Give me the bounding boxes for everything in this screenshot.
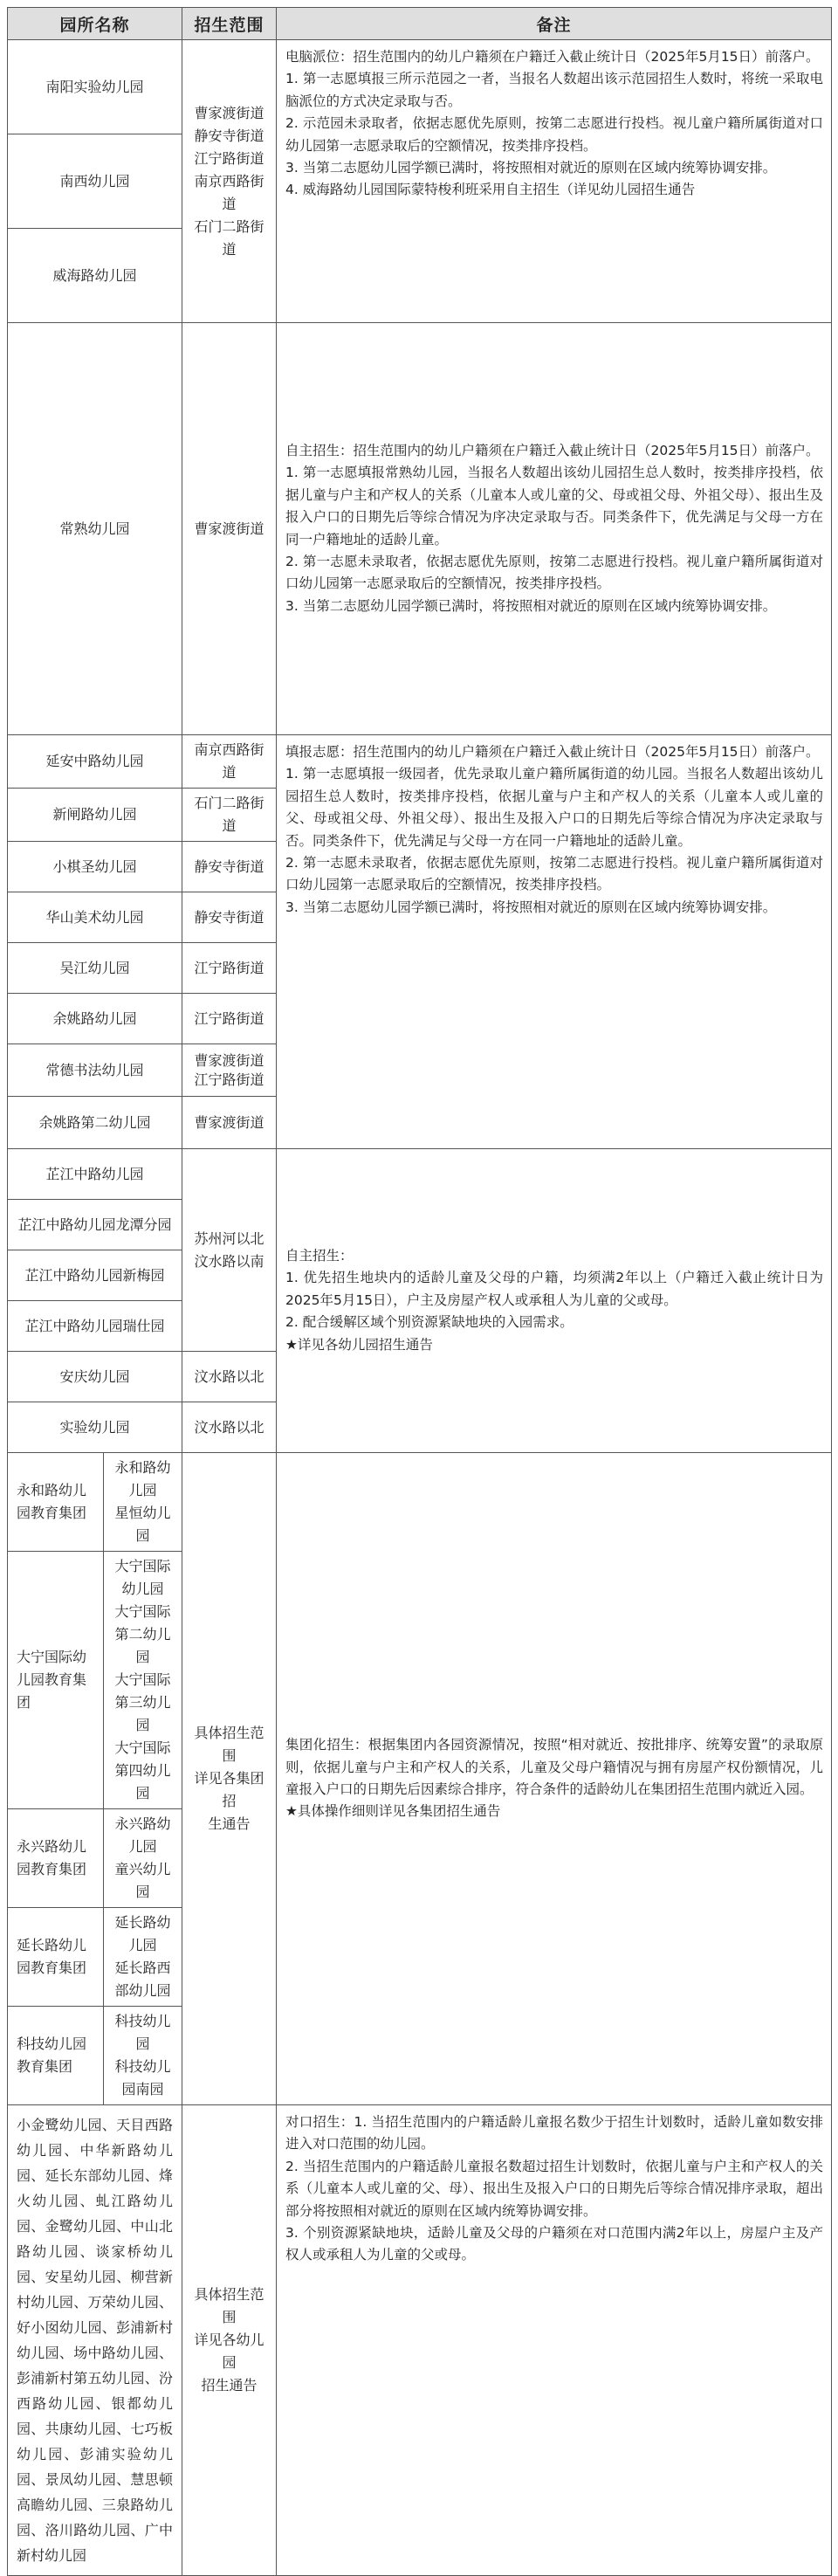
scope-line: 静安寺街道 xyxy=(194,127,264,144)
group-name: 大宁国际幼儿园教育集团 xyxy=(8,1552,104,1809)
scope-line: 汶水路以南 xyxy=(194,1252,264,1270)
kindergarten-name: 实验幼儿园 xyxy=(8,1402,182,1453)
kindergarten-name: 常熟幼儿园 xyxy=(8,323,182,735)
table-row xyxy=(8,1149,832,1200)
enrollment-scope: 静安寺街道 xyxy=(182,892,277,943)
group-member: 大宁国际第二幼儿园 xyxy=(114,1603,171,1665)
kindergarten-name: 南西幼儿园 xyxy=(8,134,182,229)
group-member: 大宁国际幼儿园 xyxy=(114,1558,171,1597)
remark-line: ★详见各幼儿园招生通告 xyxy=(285,1336,433,1353)
group-member: 永和路幼儿园 xyxy=(114,1459,171,1498)
remark-line: 4. 威海路幼儿园国际蒙特梭利班采用自主招生（详见幼儿园招生通告 xyxy=(285,182,696,198)
group-members xyxy=(104,2007,182,2105)
remark-line: 3. 当第二志愿幼儿园学额已满时，将按照相对就近的原则在区域内统筹协调安排。 xyxy=(285,597,777,614)
group-members xyxy=(104,1453,182,1552)
kindergarten-name: 芷江中路幼儿园 xyxy=(8,1149,182,1200)
remarks xyxy=(277,40,832,323)
group-name: 科技幼儿园教育集团 xyxy=(8,2007,104,2105)
kindergarten-name: 安庆幼儿园 xyxy=(8,1352,182,1402)
enrollment-scope: 静安寺街道 xyxy=(182,842,277,892)
scope-line: 详见各幼儿园 xyxy=(194,2331,264,2371)
header-scope: 招生范围 xyxy=(182,8,277,40)
enrollment-scope: 汶水路以北 xyxy=(182,1352,277,1402)
remark-line: 电脑派位：招生范围内的幼儿户籍须在户籍迁入截止统计日（2025年5月15日）前落户。 xyxy=(285,49,820,65)
group-member: 科技幼儿园 xyxy=(114,2013,171,2052)
remark-line: 集团化招生：根据集团内各园资源情况，按照“相对就近、按批排序、统筹安置”的录取原则，依据儿童与户主和产权人的关系，儿童及父母户籍情况与拥有房屋产权份额情况，儿童报入户口的日期先后因素综合排序，符合条件的适龄幼儿在集团招生范围内就近入园。 xyxy=(285,1737,824,1797)
scope-line: 具体招生范围 xyxy=(194,1725,264,1764)
kindergarten-name: 南阳实验幼儿园 xyxy=(8,40,182,134)
group-name: 永兴路幼儿园教育集团 xyxy=(8,1809,104,1908)
enrollment-scope: 汶水路以北 xyxy=(182,1402,277,1453)
group-member: 大宁国际第三幼儿园 xyxy=(114,1671,171,1733)
scope-line: 江宁路街道 xyxy=(194,149,264,167)
kindergarten-name: 余姚路幼儿园 xyxy=(8,994,182,1044)
group-members xyxy=(104,1908,182,2007)
enrollment-scope: 南京西路街道 xyxy=(182,735,277,789)
header-row xyxy=(8,8,832,40)
header-name: 园所名称 xyxy=(8,8,182,40)
remark-line: 3. 当第二志愿幼儿园学额已满时，将按照相对就近的原则在区域内统筹协调安排。 xyxy=(285,160,777,176)
header-notes: 备注 xyxy=(277,8,832,40)
scope-line: 详见各集团招 xyxy=(194,1770,264,1809)
remark-line: 2. 第一志愿未录取者，依据志愿优先原则，按第二志愿进行投档。视儿童户籍所属街道对口幼儿园第一志愿录取后的空额情况，按类排序投档。 xyxy=(285,553,824,592)
group-member: 永兴路幼儿园 xyxy=(114,1815,171,1855)
kindergarten-name: 常德书法幼儿园 xyxy=(8,1044,182,1097)
scope-line: 石门二路街道 xyxy=(194,217,264,258)
remarks xyxy=(277,2105,832,2576)
group-member: 科技幼儿园南园 xyxy=(114,2058,171,2097)
enrollment-scope: 石门二路街道 xyxy=(182,789,277,842)
remarks xyxy=(277,735,832,1149)
enrollment-scope: 江宁路街道 xyxy=(182,943,277,994)
enrollment-scope xyxy=(182,40,277,323)
group-name: 延长路幼儿园教育集团 xyxy=(8,1908,104,2007)
kindergarten-name: 延安中路幼儿园 xyxy=(8,735,182,789)
remark-line: 1. 第一志愿填报三所示范园之一者，当报名人数超出该示范园招生人数时，将统一采取电脑派位的方式决定录取与否。 xyxy=(285,71,824,109)
remark-line: 自主招生：招生范围内的幼儿户籍须在户籍迁入截止统计日（2025年5月15日）前落户。 xyxy=(285,442,820,458)
kindergarten-name: 华山美术幼儿园 xyxy=(8,892,182,943)
enrollment-table xyxy=(7,7,832,2576)
group-member: 大宁国际第四幼儿园 xyxy=(114,1739,171,1801)
scope-line: 苏州河以北 xyxy=(194,1229,264,1247)
remark-line: 3. 个别资源紧缺地块，适龄儿童及父母的户籍须在对口范围内满2年以上，房屋户主及产权人或承租人为儿童的父或母。 xyxy=(285,2225,824,2263)
remark-line: 2. 配合缓解区域个别资源紧缺地块的入园需求。 xyxy=(285,1314,574,1331)
enrollment-scope: 曹家渡街道 xyxy=(182,1097,277,1149)
remark-line: 3. 当第二志愿幼儿园学额已满时，将按照相对就近的原则在区域内统筹协调安排。 xyxy=(285,899,777,915)
group-name: 永和路幼儿园教育集团 xyxy=(8,1453,104,1552)
remark-line: 2. 当招生范围内的户籍适龄儿童报名数超过招生计划数时，依据儿童与户主和产权人的关系（儿童本人或儿童的父、母）、报出生及报入户口的日期先后等综合情况排序录取，超出部分将按照相对就近的原则在区域内统筹协调安排。 xyxy=(285,2158,824,2219)
group-members xyxy=(104,1552,182,1809)
kindergarten-name: 余姚路第二幼儿园 xyxy=(8,1097,182,1149)
enrollment-scope: 江宁路街道 xyxy=(182,994,277,1044)
scope-line: 具体招生范围 xyxy=(194,2286,264,2325)
remark-line: 自主招生： xyxy=(285,1247,354,1264)
enrollment-scope: 曹家渡街道 xyxy=(182,323,277,735)
group-member: 星恒幼儿园 xyxy=(114,1505,171,1544)
scope-line: 招生通告 xyxy=(201,2377,258,2393)
table-row xyxy=(8,2105,832,2576)
remarks xyxy=(277,323,832,735)
kindergarten-name: 小棋圣幼儿园 xyxy=(8,842,182,892)
scope-line: 南京西路街道 xyxy=(194,172,264,212)
kindergarten-name: 芷江中路幼儿园龙潭分园 xyxy=(8,1200,182,1250)
table-row xyxy=(8,735,832,789)
group-members xyxy=(104,1809,182,1908)
remark-line: 填报志愿：招生范围内的幼儿户籍须在户籍迁入截止统计日（2025年5月15日）前落户。 xyxy=(285,744,820,760)
scope-line: 生通告 xyxy=(208,1815,251,1832)
remark-line: 1. 第一志愿填报常熟幼儿园，当报名人数超出该幼儿园招生总人数时，按类排序投档，依据儿童与户主和产权人的关系（儿童本人或儿童的父、母或祖父母、外祖父母）、报出生及报入户口的日期先后等综合情况为序决定录取与否。同类条件下，优先满足与父母一方在同一户籍地址的适龄儿童。 xyxy=(285,465,824,548)
kindergarten-name: 新闸路幼儿园 xyxy=(8,789,182,842)
table-row xyxy=(8,40,832,134)
remark-line: 对口招生：1. 当招生范围内的户籍适龄儿童报名数少于招生计划数时，适龄儿童如数安排进入对口范围的幼儿园。 xyxy=(285,2114,824,2152)
remark-line: 2. 示范园未录取者，依据志愿优先原则，按第二志愿进行投档。视儿童户籍所属街道对口幼儿园第一志愿录取后的空额情况，按类排序投档。 xyxy=(285,115,824,154)
kindergarten-name: 芷江中路幼儿园新梅园 xyxy=(8,1250,182,1301)
enrollment-scope xyxy=(182,1149,277,1352)
enrollment-scope xyxy=(182,2105,277,2576)
group-member: 延长路幼儿园 xyxy=(114,1914,171,1953)
scope-line: 曹家渡街道 xyxy=(194,1051,264,1069)
table-row xyxy=(8,323,832,735)
group-member: 延长路西部幼儿园 xyxy=(114,1960,171,1999)
remark-line: 2. 第一志愿未录取者，依据志愿优先原则，按第二志愿进行投档。视儿童户籍所属街道对口幼儿园第一志愿录取后的空额情况，按类排序投档。 xyxy=(285,855,824,893)
table-row xyxy=(8,1453,832,1552)
kindergarten-name: 芷江中路幼儿园瑞仕园 xyxy=(8,1301,182,1352)
kindergarten-list: 小金鹭幼儿园、天目西路幼儿园、中华新路幼儿园、延长东部幼儿园、烽火幼儿园、虬江路幼儿园、金鹭幼儿园、中山北路幼儿园、谈家桥幼儿园、安星幼儿园、柳营新村幼儿园、万荣幼儿园、好小囡幼儿园、彭浦新村幼儿园、场中路幼儿园、彭浦新村第五幼儿园、汾西路幼儿园、银都幼儿园、共康幼儿园、七巧板幼儿园、彭浦实验幼儿园、景凤幼儿园、慧思顿高瞻幼儿园、三泉路幼儿园、洛川路幼儿园、广中新村幼儿园 xyxy=(8,2105,182,2576)
enrollment-scope xyxy=(182,1453,277,2105)
remarks xyxy=(277,1453,832,2105)
group-member: 童兴幼儿园 xyxy=(114,1861,171,1900)
kindergarten-name: 吴江幼儿园 xyxy=(8,943,182,994)
remark-line: ★具体操作细则详见各集团招生通告 xyxy=(285,1803,501,1820)
kindergarten-name: 威海路幼儿园 xyxy=(8,229,182,323)
enrollment-scope xyxy=(182,1044,277,1097)
scope-line: 曹家渡街道 xyxy=(194,104,264,121)
remark-line: 1. 第一志愿填报一级园者，优先录取儿童户籍所属街道的幼儿园。当报名人数超出该幼儿园招生总人数时，按类排序投档，依据儿童与户主和产权人的关系（儿童本人或儿童的父、母或祖父母、外祖父母）、报出生及报入户口的日期先后等综合情况为序决定录取与否。同类条件下，优先满足与父母一方在同一户籍地址的适龄儿童。 xyxy=(285,766,824,849)
remark-line: 1. 优先招生地块内的适龄儿童及父母的户籍，均须满2年以上（户籍迁入截止统计日为2025年5月15日），户主及房屋产权人或承租人为儿童的父或母。 xyxy=(285,1270,824,1308)
scope-line: 江宁路街道 xyxy=(194,1071,264,1088)
remarks xyxy=(277,1149,832,1453)
